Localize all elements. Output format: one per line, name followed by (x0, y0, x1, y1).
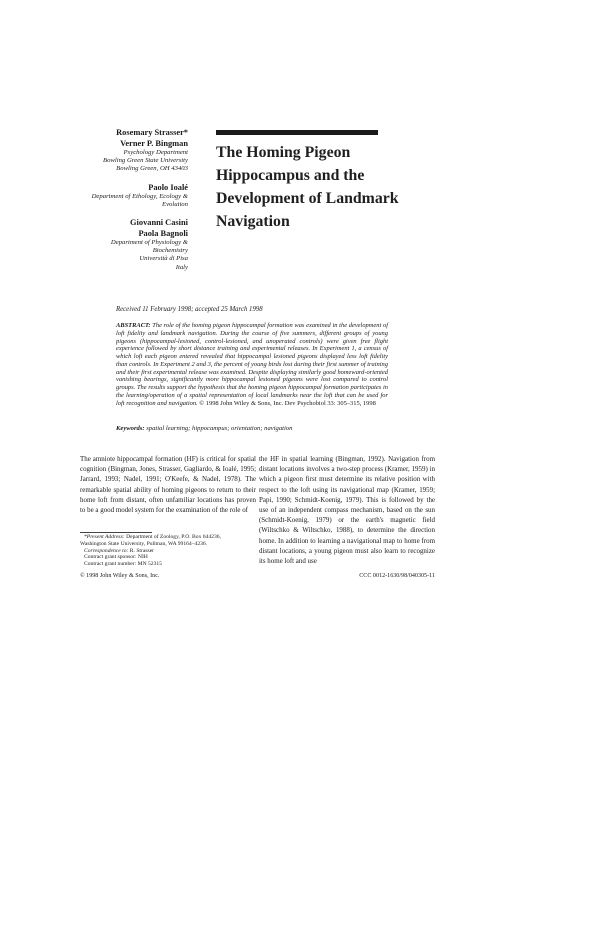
abstract (116, 322, 388, 407)
article-title: The Homing Pigeon Hippocampus and the Development of Landmark Navigation (216, 144, 399, 230)
footnote-grant-number: Contract grant number: MN 52315 (84, 561, 162, 568)
title-rule (216, 130, 378, 135)
author-name: Verner P. Bingman (120, 139, 188, 148)
author-group-pisa (90, 217, 188, 272)
affiliation-line: Bowling Green, OH 43403 (116, 165, 188, 173)
body-column-right: the HF in spatial learning (Bingman, 1992). Navigation from distant locations involves a two-step process (Kramer, 1959) in which a pigeon first must determine its relative position with respect to the loft using its navigational map (Kramer, 1959; Papi, 1990; Schmidt-Koenig, 1979). This is followed by the use of an independent compass mechanism, based on the sun (Schmidt-Koenig, 1979) or the earth's magnetic field (Wiltschko & Wiltschko, 1988), to determine the direction home. In addition to learning a navigational map to home from distant locations, a young pigeon must also learn to recognize its home loft and use (259, 455, 435, 566)
body-column-left: The amniote hippocampal formation (HF) is critical for spatial cognition (Bingman, Jones, Strasser, Gagliardo, & Ioalé, 1995; Jarrard, 1993; Nadel, 1991; O'Keefe, & Nadel, 1978). The remarkable spatial ability of homing pigeons to return to their home loft from distant, often unfamiliar locations has proven to be a good model system for the examination of the role of (80, 455, 256, 515)
footer-ccc: CCC 0012-1630/98/040305-11 (359, 573, 435, 579)
footnote-correspondence (80, 548, 256, 555)
present-address-line1: Department of Zoology, P.O. Box 644236, (126, 534, 221, 540)
author-name: Rosemary Strasser* (116, 128, 188, 137)
present-address-line2: Washington State University, Pullman, WA 99164–4236. (80, 540, 208, 547)
footnotes (80, 534, 256, 568)
keywords (116, 425, 388, 432)
author-name: Giovanni Casini (130, 218, 188, 228)
correspondence-value: R. Strasser (129, 547, 155, 554)
author-name: Paola Bagnoli (138, 229, 188, 239)
affiliation-line: Bowling Green State University (102, 157, 188, 165)
footnote-sponsor: Contract grant sponsor: NIH (84, 554, 148, 561)
footnote-present-address (80, 534, 256, 541)
footer-copyright: © 1998 John Wiley & Sons, Inc. (80, 573, 160, 579)
abstract-citation: © 1998 John Wiley & Sons, Inc. Dev Psychobiol 33: 305–315, 1998 (199, 399, 376, 407)
affiliation-line: Italy (175, 263, 188, 271)
affiliation-line: Department of Ethology, Ecology & (91, 192, 188, 200)
affiliation-line: Psychology Department (123, 149, 188, 156)
affiliation-line: Evolution (161, 200, 188, 208)
keywords-text: spatial learning; hippocampus; orientation; navigation (146, 425, 293, 432)
present-address-label: *Present Address: (84, 534, 125, 540)
affiliation-line: Università di Pisa (139, 255, 188, 263)
author-block (90, 127, 188, 280)
author-group-ethology (90, 182, 188, 209)
received-date: Received 11 February 1998; accepted 25 March 1998 (116, 306, 263, 313)
abstract-text: The role of the homing pigeon hippocampal formation was examined in the development of loft fidelity and landmark navigation. During the course of five summers, different groups of young pigeons (hippocampal-lesioned, control-lesioned, and unoperated controls) were given free flight experience followed by short distance training and experimental releases. In Experiment 1, a census of which loft each pigeon entered revealed that hippocampal lesioned pigeons displayed less loft fidelity than controls. In Experiment 2 and 3, the percent of young birds lost during their first summer of training and their first experimental release was examined. Despite displaying similarly good homeward-oriented vanishing bearings, significantly more hippocampal lesioned pigeons were lost compared to control groups. The results support the hypothesis that the homing pigeon hippocampal formation participates in the learning/operation of a spatial representation of local landmarks near the loft that can be used for loft recognition and navigation. (116, 322, 388, 407)
keywords-label: Keywords: (116, 425, 145, 432)
abstract-label: ABSTRACT: (116, 322, 151, 329)
affiliation-line: Department of Physiology & (110, 239, 188, 247)
author-name: Paolo Ioalé (148, 182, 188, 192)
footnote-rule (80, 532, 152, 533)
affiliation-line: Biochemistry (152, 247, 188, 255)
author-group-bgsu (90, 127, 188, 174)
correspondence-label: Correspondence to: (84, 547, 129, 554)
